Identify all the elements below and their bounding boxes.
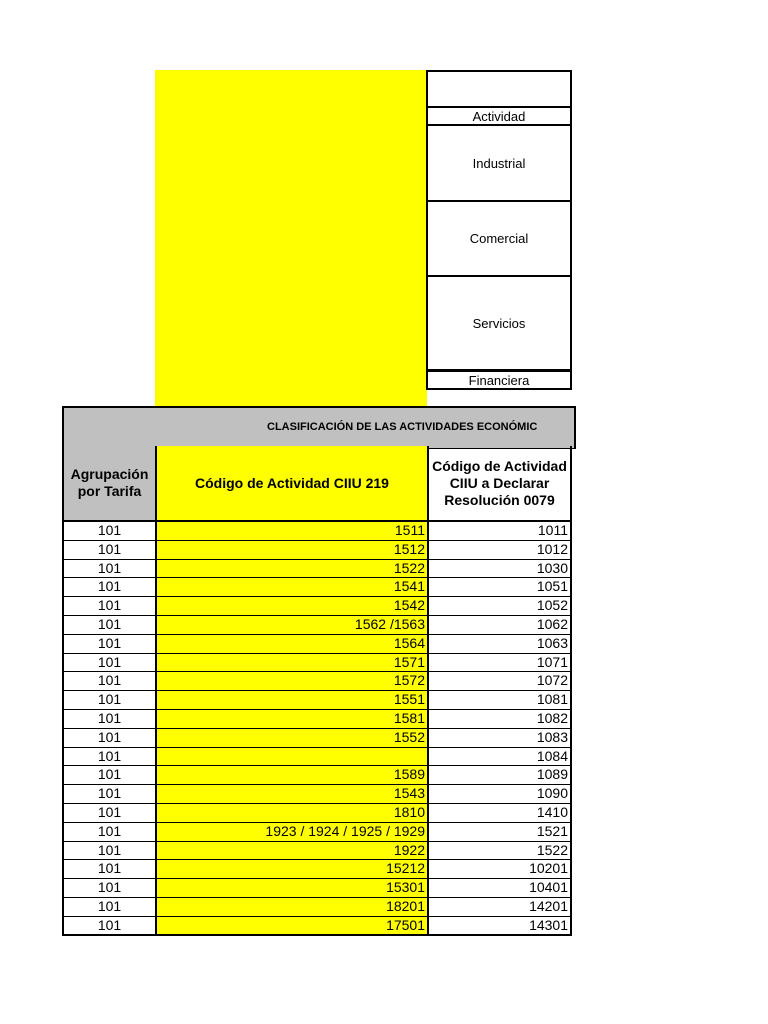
- cell-ciiu-declarar: 1012: [427, 541, 572, 560]
- cell-tarifa: 101: [62, 729, 155, 748]
- cell-ciiu219: 1543: [155, 785, 427, 804]
- cell-ciiu219: 18201: [155, 898, 427, 917]
- cell-ciiu219: 1512: [155, 541, 427, 560]
- activity-servicios: Servicios: [426, 277, 572, 371]
- table-header-row: [62, 446, 572, 522]
- cell-ciiu-declarar: 14201: [427, 898, 572, 917]
- cell-ciiu219: 1589: [155, 766, 427, 785]
- cell-ciiu-declarar: 1071: [427, 654, 572, 673]
- cell-ciiu219: 15212: [155, 860, 427, 879]
- table-row: [62, 672, 572, 691]
- table-row: [62, 729, 572, 748]
- cell-ciiu219: 1562 /1563: [155, 616, 427, 635]
- table-row: [62, 710, 572, 729]
- table-row: [62, 917, 572, 936]
- activity-industrial: Industrial: [426, 126, 572, 202]
- table-row: [62, 898, 572, 917]
- cell-ciiu-declarar: 1052: [427, 597, 572, 616]
- cell-ciiu-declarar: 1090: [427, 785, 572, 804]
- activity-financiera: Financiera: [426, 371, 572, 390]
- table-row: [62, 766, 572, 785]
- table-row: [62, 860, 572, 879]
- cell-tarifa: 101: [62, 635, 155, 654]
- table-row: [62, 785, 572, 804]
- table-row: [62, 578, 572, 597]
- cell-tarifa: 101: [62, 842, 155, 861]
- table-row: [62, 842, 572, 861]
- header-ciiu-declarar: Código de Actividad CIIU a Declarar Resolución 0079: [427, 446, 572, 522]
- cell-tarifa: 101: [62, 616, 155, 635]
- table-row: [62, 635, 572, 654]
- cell-ciiu-declarar: 1084: [427, 748, 572, 767]
- table-row: [62, 541, 572, 560]
- cell-ciiu219: 1922: [155, 842, 427, 861]
- cell-tarifa: 101: [62, 541, 155, 560]
- cell-ciiu-declarar: 1063: [427, 635, 572, 654]
- table-body: [62, 522, 572, 936]
- cell-tarifa: 101: [62, 578, 155, 597]
- cell-ciiu219: 1551: [155, 691, 427, 710]
- cell-tarifa: 101: [62, 785, 155, 804]
- cell-ciiu-declarar: 10201: [427, 860, 572, 879]
- cell-ciiu219: 1810: [155, 804, 427, 823]
- cell-ciiu-declarar: 14301: [427, 917, 572, 936]
- table-row: [62, 616, 572, 635]
- cell-tarifa: 101: [62, 917, 155, 936]
- cell-ciiu219: 15301: [155, 879, 427, 898]
- cell-ciiu-declarar: 1089: [427, 766, 572, 785]
- cell-ciiu-declarar: 1051: [427, 578, 572, 597]
- table-row: [62, 560, 572, 579]
- cell-ciiu-declarar: 1083: [427, 729, 572, 748]
- cell-tarifa: 101: [62, 654, 155, 673]
- table-row: [62, 654, 572, 673]
- cell-ciiu219: 1572: [155, 672, 427, 691]
- cell-tarifa: 101: [62, 672, 155, 691]
- table-row: [62, 879, 572, 898]
- cell-tarifa: 101: [62, 823, 155, 842]
- cell-tarifa: 101: [62, 710, 155, 729]
- table-row: [62, 804, 572, 823]
- activity-header: Actividad: [426, 108, 572, 126]
- header-agrupacion: Agrupación por Tarifa: [62, 446, 155, 522]
- cell-ciiu219: 1552: [155, 729, 427, 748]
- cell-ciiu-declarar: 1082: [427, 710, 572, 729]
- cell-ciiu-declarar: 1030: [427, 560, 572, 579]
- cell-ciiu219: 1522: [155, 560, 427, 579]
- cell-ciiu219: 1564: [155, 635, 427, 654]
- cell-ciiu-declarar: 1081: [427, 691, 572, 710]
- cell-tarifa: 101: [62, 691, 155, 710]
- cell-ciiu219: 1923 / 1924 / 1925 / 1929: [155, 823, 427, 842]
- cell-tarifa: 101: [62, 766, 155, 785]
- table-title-text: CLASIFICACIÓN DE LAS ACTIVIDADES ECONÓMIC: [267, 421, 538, 433]
- cell-ciiu219: 17501: [155, 917, 427, 936]
- cell-ciiu-declarar: 1521: [427, 823, 572, 842]
- cell-tarifa: 101: [62, 522, 155, 541]
- cell-tarifa: 101: [62, 748, 155, 767]
- cell-ciiu219: 1571: [155, 654, 427, 673]
- activity-comercial: Comercial: [426, 202, 572, 277]
- cell-ciiu-declarar: 10401: [427, 879, 572, 898]
- activity-type-table: [426, 70, 572, 390]
- cell-ciiu219: [155, 748, 427, 767]
- cell-tarifa: 101: [62, 879, 155, 898]
- cell-ciiu219: 1541: [155, 578, 427, 597]
- cell-ciiu-declarar: 1011: [427, 522, 572, 541]
- cell-tarifa: 101: [62, 560, 155, 579]
- top-highlight-block: [155, 70, 427, 406]
- cell-tarifa: 101: [62, 804, 155, 823]
- cell-ciiu-declarar: 1522: [427, 842, 572, 861]
- table-row: [62, 691, 572, 710]
- header-ciiu219: Código de Actividad CIIU 219: [155, 446, 427, 522]
- activity-blank-cell: [426, 70, 572, 108]
- table-row: [62, 597, 572, 616]
- table-row: [62, 748, 572, 767]
- cell-ciiu-declarar: 1410: [427, 804, 572, 823]
- cell-ciiu219: 1542: [155, 597, 427, 616]
- table-title: [62, 406, 576, 449]
- cell-ciiu-declarar: 1072: [427, 672, 572, 691]
- cell-tarifa: 101: [62, 898, 155, 917]
- table-row: [62, 823, 572, 842]
- cell-ciiu219: 1581: [155, 710, 427, 729]
- cell-tarifa: 101: [62, 860, 155, 879]
- cell-tarifa: 101: [62, 597, 155, 616]
- cell-ciiu-declarar: 1062: [427, 616, 572, 635]
- table-row: [62, 522, 572, 541]
- cell-ciiu219: 1511: [155, 522, 427, 541]
